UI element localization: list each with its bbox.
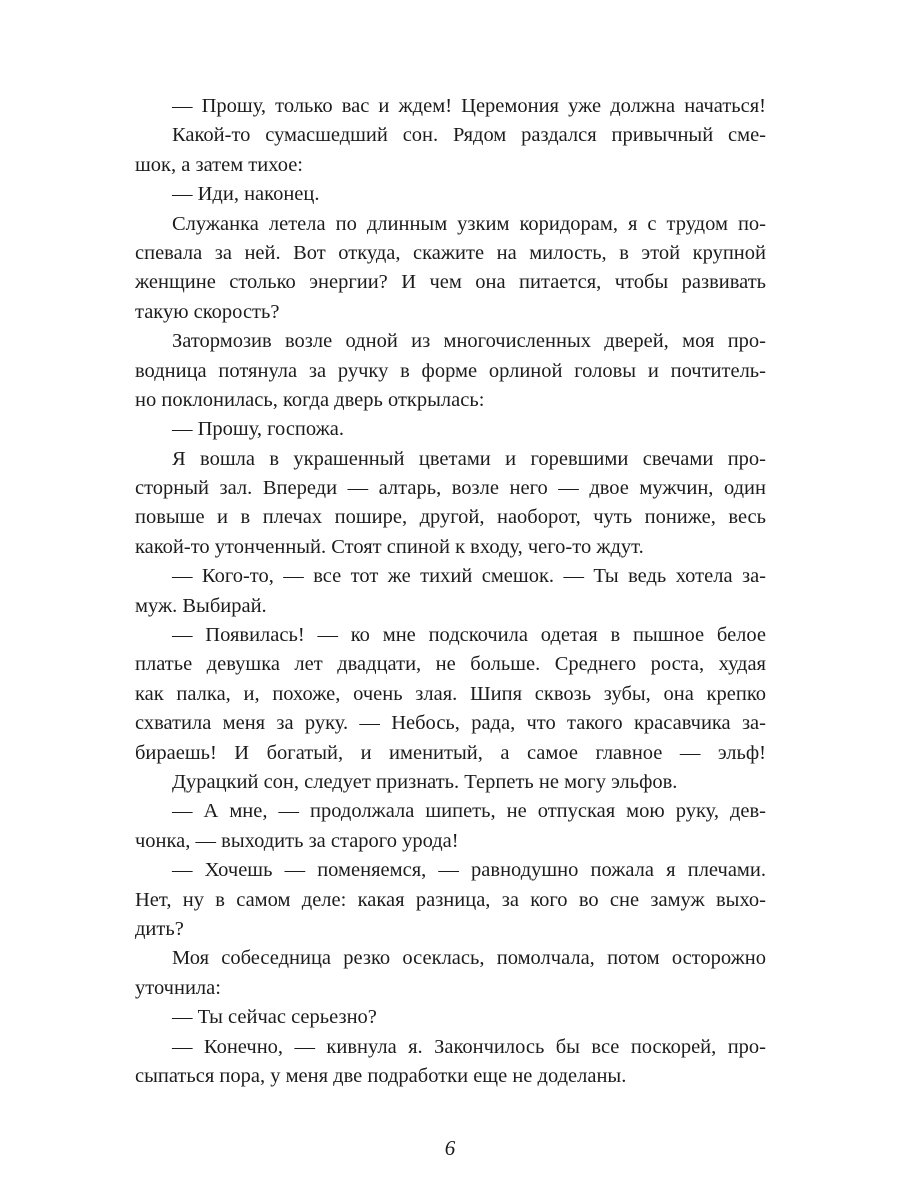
text-line: — Конечно, — кивнула я. Закончилось бы все поскорей, про- xyxy=(172,1035,766,1058)
text-line: — Прошу, госпожа. xyxy=(172,418,345,441)
text-line: Дурацкий сон, следует признать. Терпеть не могу эльфов. xyxy=(172,770,678,793)
text-line: Нет, ну в самом деле: какая разница, за кого во сне замуж выхо- xyxy=(135,888,766,911)
text-line: — Прошу, только вас и ждем! Церемония уже должна начаться! xyxy=(172,95,766,117)
text-line: чонка, — выходить за старого урода! xyxy=(135,829,459,852)
text-line: Какой-то сумасшедший сон. Рядом раздался привычный сме- xyxy=(172,124,766,147)
text-line: дить? xyxy=(135,917,184,940)
text-line: сторный зал. Впереди — алтарь, возле него — двое мужчин, один xyxy=(135,477,766,500)
text-line: Я вошла в украшенный цветами и горевшими свечами про- xyxy=(172,447,766,470)
text-line: но поклонилась, когда дверь открылась: xyxy=(135,388,485,411)
text-line: какой-то утонченный. Стоят спиной к входу, чего-то ждут. xyxy=(135,535,644,558)
text-line: Служанка летела по длинным узким коридорам, я с трудом по- xyxy=(172,212,766,235)
text-line: — Хочешь — поменяемся, — равнодушно пожала я плечами. xyxy=(172,859,766,882)
text-line: Затормозив возле одной из многочисленных дверей, моя про- xyxy=(172,330,766,353)
text-line: — Появилась! — ко мне подскочила одетая в пышное белое xyxy=(172,624,766,647)
text-line: муж. Выбирай. xyxy=(135,594,267,617)
text-line: — Кого-то, — все тот же тихий смешок. — Ты ведь хотела за- xyxy=(172,565,766,588)
text-line: повыше и в плечах пошире, другой, наоборот, чуть пониже, весь xyxy=(135,506,766,529)
text-line: как палка, и, похоже, очень злая. Шипя сквозь зубы, она крепко xyxy=(135,682,766,705)
text-line: — А мне, — продолжала шипеть, не отпуская мою руку, дев- xyxy=(172,800,766,823)
text-line: — Иди, наконец. xyxy=(172,183,320,206)
text-line: шок, а затем тихое: xyxy=(135,153,303,176)
text-line: водница потянула за ручку в форме орлиной головы и почтитель- xyxy=(135,359,766,382)
text-line: бираешь! И богатый, и именитый, а самое главное — эльф! xyxy=(135,741,766,764)
text-line: схватила меня за руку. — Небось, рада, что такого красавчика за- xyxy=(135,712,766,735)
text-line: сыпаться пора, у меня две подработки еще не доделаны. xyxy=(135,1064,627,1087)
text-line: женщине столько энергии? И чем она питается, чтобы развивать xyxy=(135,271,766,294)
page-number: 6 xyxy=(444,1136,456,1160)
page-body-text xyxy=(135,92,766,1091)
text-line: такую скорость? xyxy=(135,300,280,323)
text-line: спевала за ней. Вот откуда, скажите на милость, в этой крупной xyxy=(135,241,766,264)
text-line: — Ты сейчас серьезно? xyxy=(172,1006,377,1029)
text-line: платье девушка лет двадцати, не больше. Среднего роста, худая xyxy=(135,653,766,676)
text-line: уточнила: xyxy=(135,976,221,999)
text-line: Моя собеседница резко осеклась, помолчала, потом осторожно xyxy=(172,947,766,970)
